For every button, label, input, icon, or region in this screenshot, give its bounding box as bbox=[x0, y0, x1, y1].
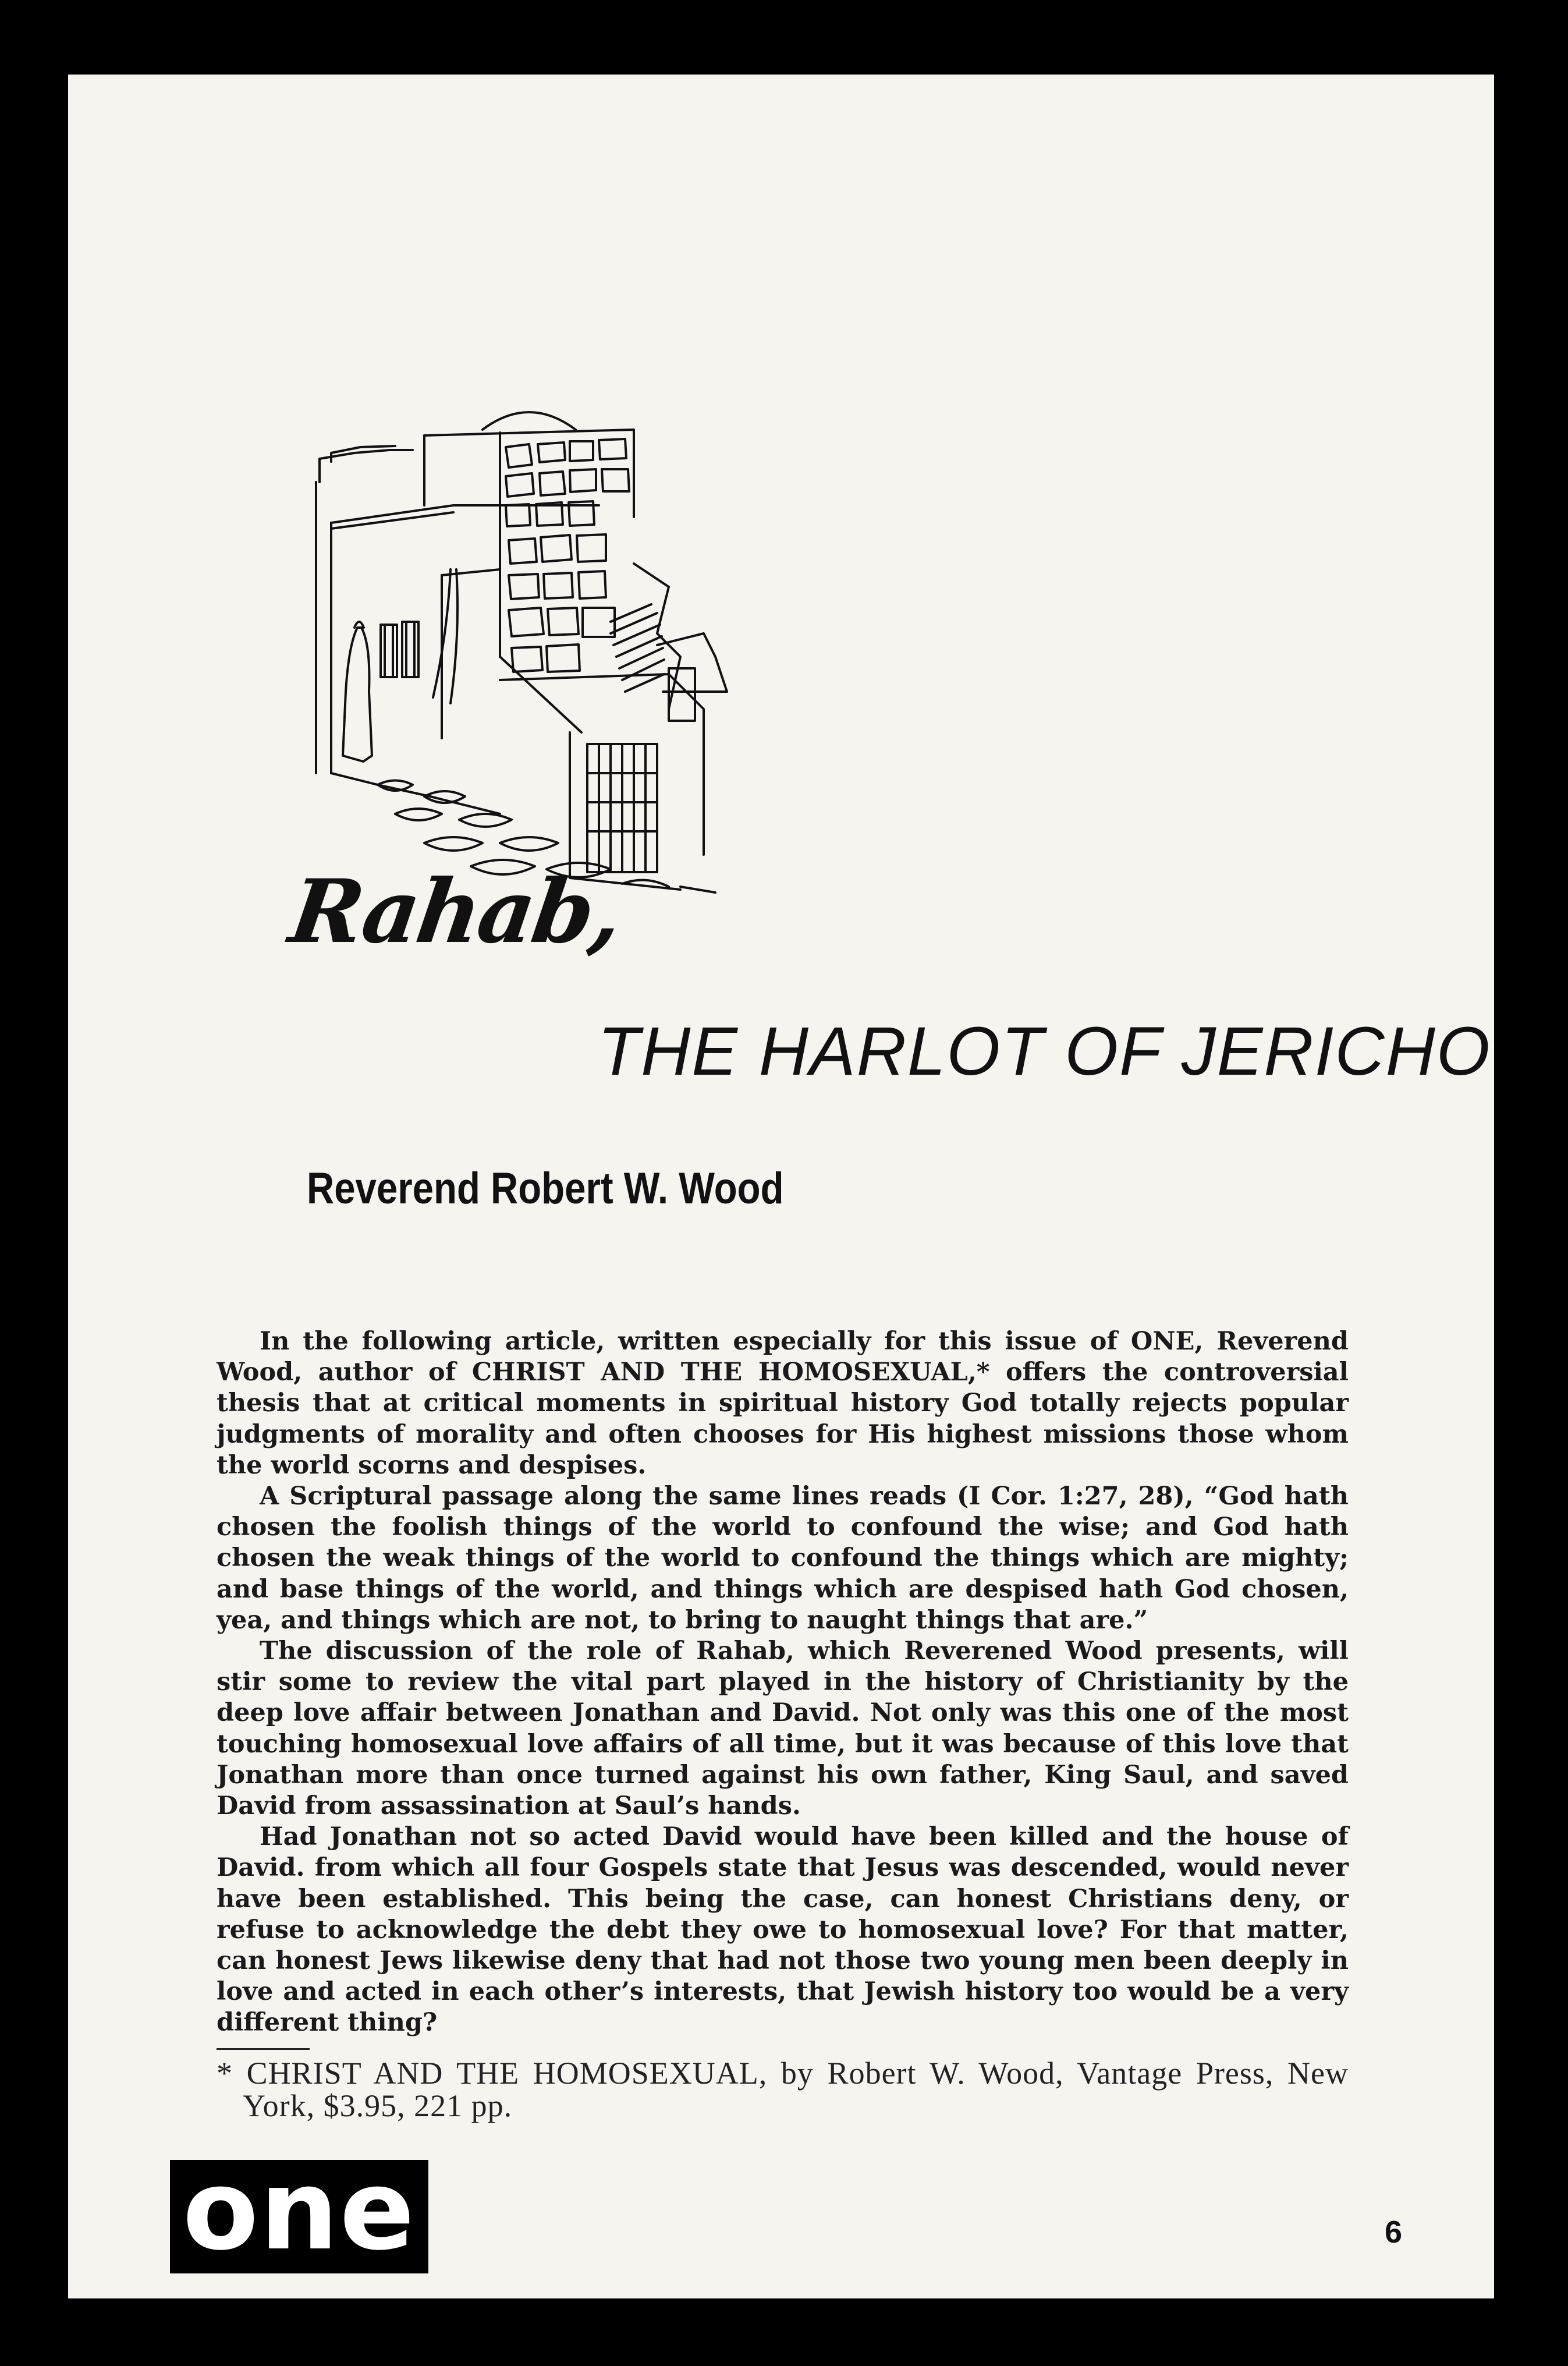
magazine-page bbox=[68, 75, 1494, 2298]
article-paragraph: Had Jonathan not so acted David would have been killed and the house of David. from which all four Gospels state that Jesus was descended, would never have been established. This being the case, can honest Christians deny, or refuse to acknowledge the debt they owe to homosexual love? For that matter, can honest Jews likewise deny that had not those two young men been deeply in love and acted in each other’s interests, that Jewish history too would be a very different thing? bbox=[217, 1822, 1349, 2038]
page-number: 6 bbox=[1385, 2215, 1403, 2250]
footnote-text: * CHRIST AND THE HOMOSEXUAL, by Robert W. Wood, Vantage Press, New York, $3.95, 221 pp. bbox=[217, 2056, 1349, 2123]
article-paragraph: A Scriptural passage along the same lines reads (I Cor. 1:27, 28), “God hath chosen the foolish things of the world to confound the wise; and God hath chosen the weak things of the world to confound the things which are mighty; and base things of the world, and things which are despised hath God chosen, yea, and things which are not, to bring to naught things that are.” bbox=[217, 1482, 1349, 1635]
article-paragraph: The discussion of the role of Rahab, which Reverened Wood presents, will stir some to review the vital part played in the history of Christianity by the deep love affair between Jonathan and David. Not only was this one of the most touching homosexual love affairs of all time, but it was because of this love that Jonathan more than once turned against his own father, King Saul, and saved David from assassination at Saul’s hands. bbox=[217, 1637, 1349, 1821]
article-author: Reverend Robert W. Wood bbox=[307, 1164, 784, 1213]
article-paragraph: In the following article, written especially for this issue of ONE, Reverend Wood, author of CHRIST AND THE HOMOSEXUAL,* offers the controversial thesis that at critical moments in spiritual history God totally rejects popular judgments of morality and often chooses for His highest missions those whom the world scorns and despises. bbox=[217, 1327, 1349, 1480]
one-magazine-logo bbox=[170, 2145, 428, 2275]
article-title: Rahab, bbox=[283, 860, 627, 963]
article-subtitle: THE HARLOT OF JERICHO bbox=[598, 1013, 1491, 1090]
logo-text: one bbox=[182, 2145, 416, 2275]
village-street-illustration bbox=[308, 331, 774, 901]
footnote-divider bbox=[217, 2048, 310, 2050]
article-body bbox=[217, 1326, 1349, 2039]
footnote bbox=[217, 2057, 1349, 2122]
